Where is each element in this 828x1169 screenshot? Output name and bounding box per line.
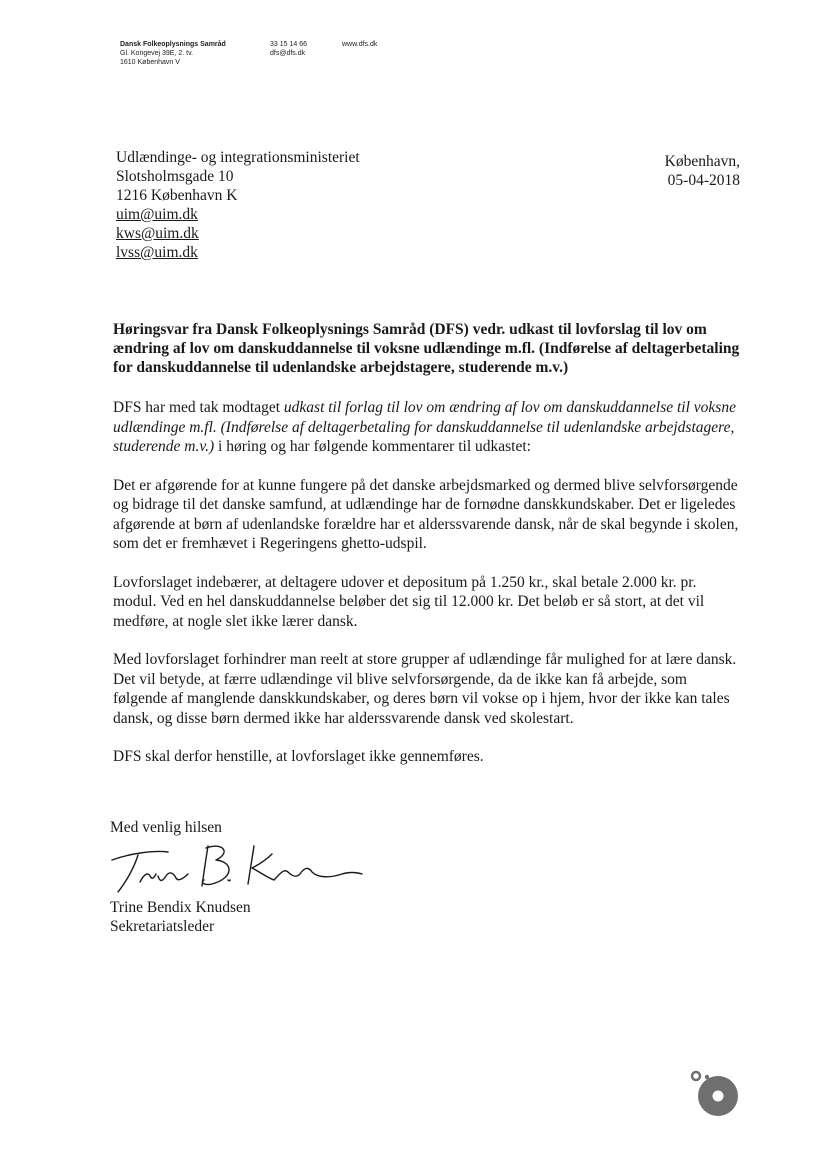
letterhead-phone: 33 15 14 66 [270, 41, 307, 48]
recipient-name: Udlændinge- og integrationsministeriet [116, 149, 360, 166]
dfs-logo-icon [688, 1068, 740, 1120]
body-paragraph: Med lovforslaget forhindrer man reelt at store grupper af udlændinge får mulighed for at lære dansk. Det vil betyde, at færre udlændinge vil blive selvforsørgende, da de ikke kan få arbejde, som følgende af manglende danskkundskaber, og deres børn vil vokse op i hjem, hvor der ikke kan tales dansk, og disse børn dermed ikke har alderssvarende dansk ved skolestart. [113, 651, 737, 727]
letterhead-address [120, 40, 226, 67]
intro-text: DFS har med tak modtaget [113, 399, 284, 416]
place-date [665, 152, 740, 190]
body-paragraph: Lovforslaget indebærer, at deltagere udover et depositum på 1.250 kr., skal betale 2.000 kr. pr. modul. Ved en hel danskuddannelse beløber det sig til 12.000 kr. Det beløb er så stort, at det vil medføre, at nogle slet ikke lærer dansk. [113, 573, 705, 630]
letterhead-address-line-1: Gl. Kongevej 39E, 2. tv. [120, 50, 194, 57]
signer-name: Trine Bendix Knudsen [110, 899, 251, 916]
recipient-email-link[interactable]: uim@uim.dk [116, 206, 198, 223]
recipient-street: Slotsholmsgade 10 [116, 168, 234, 185]
intro-text-end: i høring og har følgende kommentarer til udkastet: [214, 438, 531, 455]
signer-title: Sekretariatsleder [110, 918, 215, 935]
recipient-email-link[interactable]: kws@uim.dk [116, 225, 199, 242]
date: 05-04-2018 [667, 172, 740, 189]
letterhead-org: Dansk Folkeoplysnings Samråd [120, 41, 226, 48]
letterhead-address-line-2: 1610 København V [120, 59, 180, 66]
recipient-block [116, 148, 360, 262]
letterhead-email: dfs@dfs.dk [270, 50, 306, 57]
subject-heading: Høringsvar fra Dansk Folkeoplysnings Samråd (DFS) vedr. udkast til lovforslag til lov om ændring af lov om danskuddannelse til voksne udlændinge m.fl. (Indførelse af deltagerbetaling for danskuddannelse til udenlandske arbejdstagere, studerende m.v.) [113, 321, 740, 376]
place: København, [664, 153, 740, 170]
intro-paragraph [113, 398, 741, 457]
letterhead-web: www.dfs.dk [342, 41, 378, 48]
letterhead-contact [270, 40, 307, 58]
letter-body [113, 398, 741, 786]
recipient-email-link[interactable]: lvss@uim.dk [116, 244, 198, 261]
recipient-city: 1216 København K [116, 187, 238, 204]
signer-block [110, 898, 251, 936]
body-paragraph: DFS skal derfor henstille, at lovforslaget ikke gennemføres. [113, 748, 484, 765]
body-paragraph: Det er afgørende for at kunne fungere på det danske arbejdsmarked og dermed blive selvforsørgende og bidrage til det danske samfund, at udlændinge har de fornødne danskkundskaber. Det er ligeledes afgørende at børn af udenlandske forældre har et alderssvarende dansk, når de skal begynde i skolen, som det er fremhævet i Regeringens ghetto-udspil. [113, 476, 739, 552]
intro-italic-text: udkast til forlag til lov om ændring af lov om danskuddannelse til voksne udlændinge m.fl. (Indførelse af deltagerbetaling for danskuddannelse til udenlandske arbejdstagere, studerende m.v.) [113, 399, 736, 455]
closing: Med venlig hilsen [110, 819, 222, 836]
signature [108, 838, 368, 898]
